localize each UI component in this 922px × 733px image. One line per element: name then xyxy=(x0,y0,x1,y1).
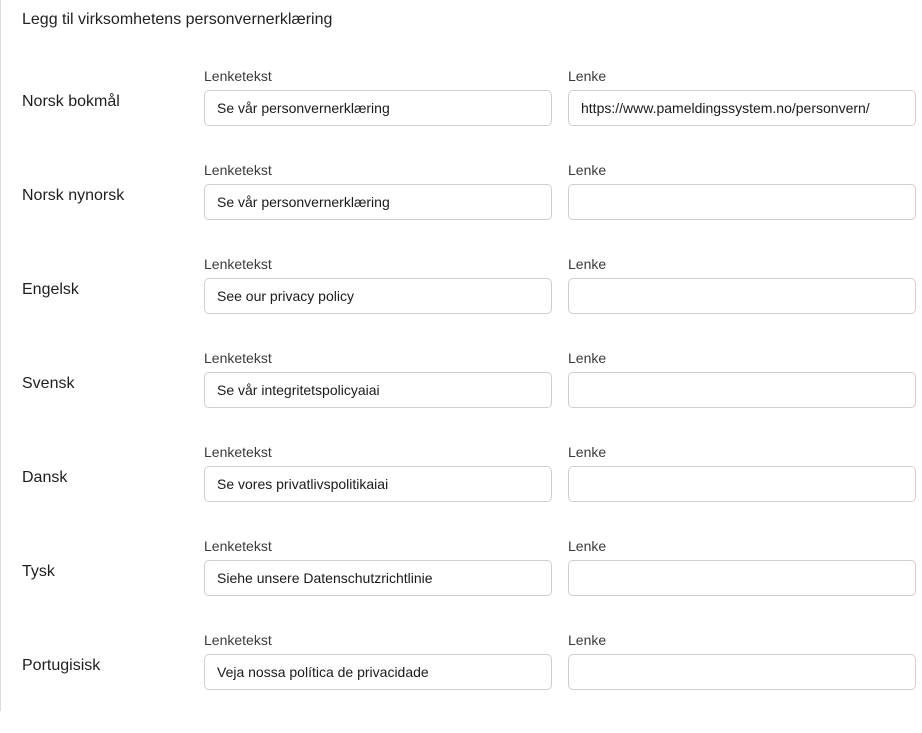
link-text-label: Lenketekst xyxy=(204,632,272,648)
link-text-label: Lenketekst xyxy=(204,350,272,366)
language-row-tysk xyxy=(0,538,922,639)
language-row-dansk xyxy=(0,444,922,545)
link-text-input[interactable]: See our privacy policy xyxy=(204,278,552,314)
link-url-input[interactable] xyxy=(568,278,916,314)
language-label: Dansk xyxy=(22,469,68,486)
link-text-input[interactable]: Se vår personvernerklæring xyxy=(204,184,552,220)
language-label: Svensk xyxy=(22,375,75,392)
language-label: Tysk xyxy=(22,563,55,580)
link-url-input[interactable] xyxy=(568,466,916,502)
language-row-norsk-bokmal xyxy=(0,68,922,169)
link-text-input[interactable]: Se vår personvernerklæring xyxy=(204,90,552,126)
language-label: Engelsk xyxy=(22,281,79,298)
link-label: Lenke xyxy=(568,538,607,554)
link-label: Lenke xyxy=(568,162,607,178)
link-label: Lenke xyxy=(568,444,607,460)
language-row-portugisisk xyxy=(0,632,922,733)
link-url-input[interactable] xyxy=(568,372,916,408)
link-text-input[interactable]: Siehe unsere Datenschutzrichtlinie xyxy=(204,560,552,596)
language-label: Norsk bokmål xyxy=(22,93,120,110)
link-label: Lenke xyxy=(568,256,607,272)
link-text-input[interactable]: Se vores privatlivspolitikaiai xyxy=(204,466,552,502)
link-url-input[interactable] xyxy=(568,654,916,690)
link-text-input[interactable]: Veja nossa política de privacidade xyxy=(204,654,552,690)
link-label: Lenke xyxy=(568,632,607,648)
link-label: Lenke xyxy=(568,350,607,366)
link-url-input[interactable] xyxy=(568,184,916,220)
language-label: Norsk nynorsk xyxy=(22,187,125,204)
link-text-label: Lenketekst xyxy=(204,444,272,460)
link-text-label: Lenketekst xyxy=(204,256,272,272)
link-url-input[interactable]: https://www.pameldingssystem.no/personvern/ xyxy=(568,90,916,126)
link-url-input[interactable] xyxy=(568,560,916,596)
language-row-engelsk xyxy=(0,256,922,357)
link-label: Lenke xyxy=(568,68,607,84)
section-title: Legg til virksomhetens personvernerklæring xyxy=(22,11,333,28)
link-text-label: Lenketekst xyxy=(204,538,272,554)
link-text-input[interactable]: Se vår integritetspolicyaiai xyxy=(204,372,552,408)
language-row-svensk xyxy=(0,350,922,451)
language-row-norsk-nynorsk xyxy=(0,162,922,263)
language-label: Portugisisk xyxy=(22,657,101,674)
link-text-label: Lenketekst xyxy=(204,68,272,84)
link-text-label: Lenketekst xyxy=(204,162,272,178)
